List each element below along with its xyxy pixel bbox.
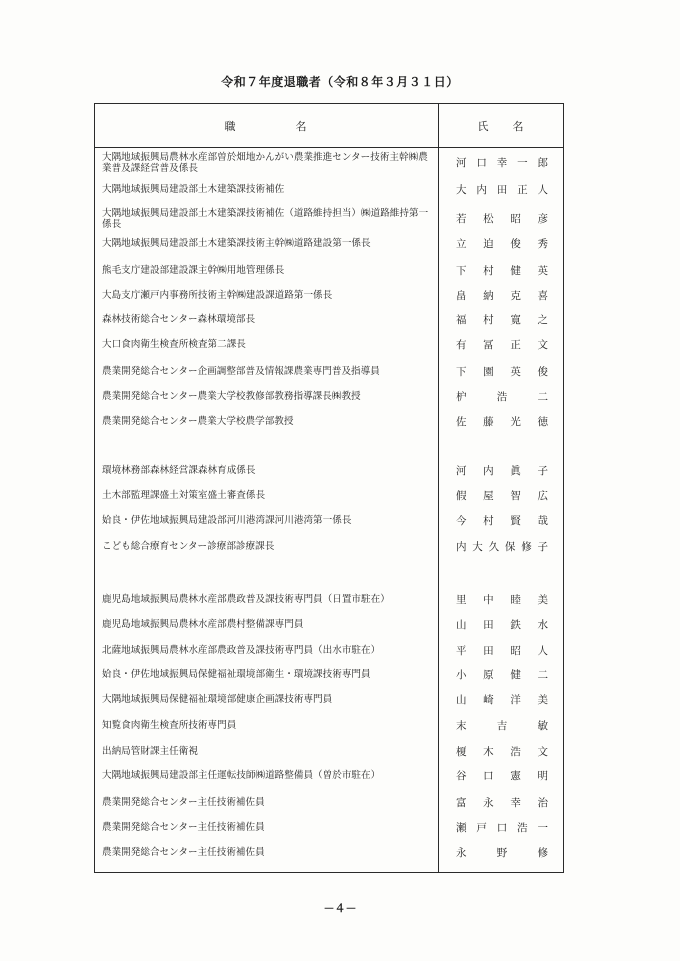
person-name: 榎 木 浩 文: [456, 746, 548, 758]
person-name: 若 松 昭 彦: [456, 213, 548, 225]
table-row: [94, 360, 564, 384]
table-row: [94, 714, 564, 738]
page-number: －４－: [323, 902, 357, 915]
table-row: [94, 764, 564, 788]
person-name: 立 迫 俊 秀: [456, 238, 548, 250]
person-name: 里 中 睦 美: [456, 594, 548, 606]
person-name: 河 口 幸 一 郎: [456, 157, 548, 169]
person-name: 永 野 修: [456, 847, 548, 859]
table-row: [94, 459, 564, 483]
person-name: 平 田 昭 人: [456, 645, 548, 657]
person-name: 谷 口 憲 明: [456, 770, 548, 782]
person-name: 假 屋 智 広: [456, 490, 548, 502]
person-name: 下 園 英 俊: [456, 366, 548, 378]
person-name: 河 内 眞 子: [456, 465, 548, 477]
post-title: 農業開発総合センター農業大学校教修部教務指導課長㈱教授: [102, 391, 361, 402]
table-row: [94, 588, 564, 612]
post-title: 大隅地域振興局建設部土木建築課技術主幹㈱道路建設第一係長: [102, 238, 371, 249]
post-title: 大口食肉衛生検査所検査第二課長: [102, 339, 246, 350]
table-row: [94, 509, 564, 533]
post-title: 大隅地域振興局建設部土木建築課技術補佐: [102, 184, 285, 195]
table-row: [94, 740, 564, 764]
post-title: 知覧食肉衛生検査所技術専門員: [102, 720, 237, 731]
person-name: 佐 藤 光 徳: [456, 416, 548, 428]
person-name: 山 田 鉄 水: [456, 619, 548, 631]
table-row: [94, 535, 564, 559]
header-divider: [95, 147, 563, 148]
post-title: こども総合療育センター診療部診療課長: [102, 541, 275, 552]
table-row-blank: [94, 436, 564, 460]
column-header-name-char1: 氏: [477, 120, 491, 133]
person-name: 瀬 戸 口 浩 一: [456, 822, 548, 834]
table-row: [94, 484, 564, 508]
table-row: [94, 151, 564, 175]
person-name: 有 冨 正 文: [456, 339, 548, 351]
post-title: 大隅地域振興局建設部主任運転技師㈱道路整備員（曽於市駐在）: [102, 770, 381, 781]
person-name: 下 村 健 英: [456, 265, 548, 277]
person-name: 大 内 田 正 人: [456, 184, 548, 196]
post-title: 熊毛支庁建設部建設課主幹㈱用地管理係長: [102, 265, 285, 276]
column-header-post-char1: 職: [224, 120, 238, 133]
table-row: [94, 259, 564, 283]
person-name: 今 村 賢 哉: [456, 515, 548, 527]
post-title: 北薩地域振興局農林水産部農政普及課技術専門員（出水市駐在）: [102, 645, 381, 656]
post-title: 出納局管財課主任衛視: [102, 746, 198, 757]
post-title: 環境林務部森林経営課森林育成係長: [102, 465, 256, 476]
table-row: [94, 308, 564, 332]
table-row: [94, 816, 564, 840]
person-name: 内 大 久 保 修 子: [456, 541, 548, 553]
post-title: 姶良・伊佐地域振興局建設部河川港湾課河川港湾第一係長: [102, 515, 352, 526]
post-title: 農業開発総合センター企画調整部普及情報課農業専門普及指導員: [102, 366, 380, 377]
post-title: 農業開発総合センター主任技術補佐員: [102, 797, 265, 808]
post-title: 農業開発総合センター農業大学校農学部教授: [102, 416, 294, 427]
post-title: 大島支庁瀬戸内事務所技術主幹㈱建設課道路第一係長: [102, 290, 333, 301]
post-title: 大隅地域振興局建設部土木建築課技術補佐（道路維持担当）㈱道路維持第一係長: [102, 208, 429, 230]
person-name: 富 永 幸 治: [456, 797, 548, 809]
post-title: 土木部監理課盛土対策室盛土審査係長: [102, 490, 266, 501]
post-title: 大隅地域振興局農林水産部曽於畑地かんがい農業推進センター技術主幹㈱農業普及課経営普及係長: [102, 152, 428, 174]
table-row: [94, 284, 564, 308]
table-row: [94, 333, 564, 357]
post-title: 鹿児島地域振興局農林水産部農村整備課専門員: [102, 619, 304, 630]
table-row: [94, 791, 564, 815]
column-header-name-char2: 名: [512, 120, 526, 133]
person-name: 末 吉 敏: [456, 720, 548, 732]
post-title: 農業開発総合センター主任技術補佐員: [102, 847, 265, 858]
person-name: 福 村 寛 之: [456, 314, 548, 326]
column-header-name: [439, 118, 564, 134]
post-title: 大隅地域振興局保健福祉環境部健康企画課技術専門員: [102, 694, 333, 705]
post-title: 森林技術総合センター森林環境部長: [102, 314, 256, 325]
person-name: 小 原 健 二: [456, 669, 548, 681]
table-row: [94, 178, 564, 202]
table-row: [94, 639, 564, 663]
post-title: 鹿児島地域振興局農林水産部農政普及課技術専門員（日置市駐在）: [102, 594, 390, 605]
table-row: [94, 207, 564, 231]
table-row-blank: [94, 561, 564, 585]
column-header-post: [95, 118, 438, 134]
table-row: [94, 841, 564, 865]
column-header-post-char2: 名: [295, 120, 309, 133]
post-title: 農業開発総合センター主任技術補佐員: [102, 822, 265, 833]
page-title: 令和７年度退職者（令和８年３月３１日）: [221, 75, 459, 89]
person-name: 畠 納 克 喜: [456, 290, 548, 302]
table-row: [94, 613, 564, 637]
table-row: [94, 232, 564, 256]
table-row: [94, 385, 564, 409]
person-name: 山 崎 洋 美: [456, 694, 548, 706]
post-title: 姶良・伊佐地域振興局保健福祉環境部衛生・環境課技術専門員: [102, 669, 371, 680]
table-row: [94, 663, 564, 687]
table-row: [94, 410, 564, 434]
person-name: 枦 浩 二: [456, 391, 548, 403]
table-row: [94, 688, 564, 712]
